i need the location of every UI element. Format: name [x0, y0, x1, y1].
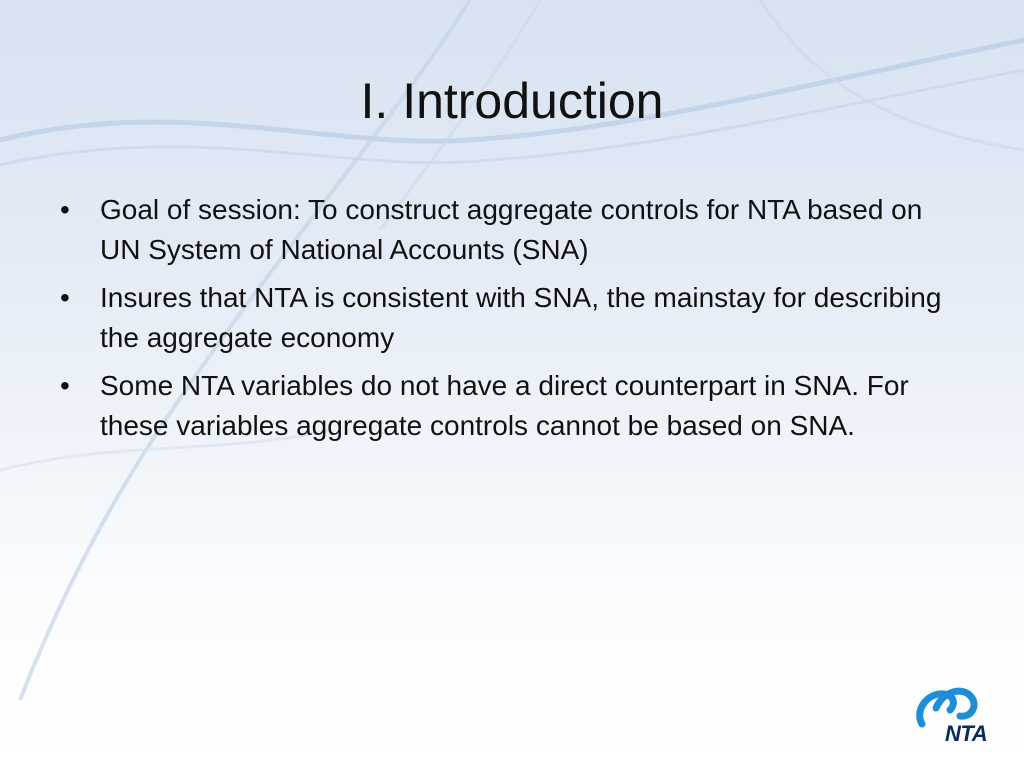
slide-title: I. Introduction [360, 73, 664, 129]
nta-logo-text: NTA [945, 721, 988, 746]
bullet-item [58, 190, 958, 270]
bullet-text: Some NTA variables do not have a direct counterpart in SNA. For these variables aggregate controls cannot be based on SNA. [100, 370, 909, 441]
bullet-text: Goal of session: To construct aggregate controls for NTA based on UN System of National Accounts (SNA) [100, 194, 923, 265]
bullet-text: Insures that NTA is consistent with SNA, the mainstay for describing the aggregate economy [100, 282, 942, 353]
bullet-item [58, 366, 958, 446]
bullet-item [58, 278, 958, 358]
bullet-marker: • [60, 282, 70, 313]
bullet-marker: • [60, 194, 70, 225]
nta-logo [914, 680, 1004, 750]
bullet-list [58, 190, 958, 454]
bullet-marker: • [60, 370, 70, 401]
